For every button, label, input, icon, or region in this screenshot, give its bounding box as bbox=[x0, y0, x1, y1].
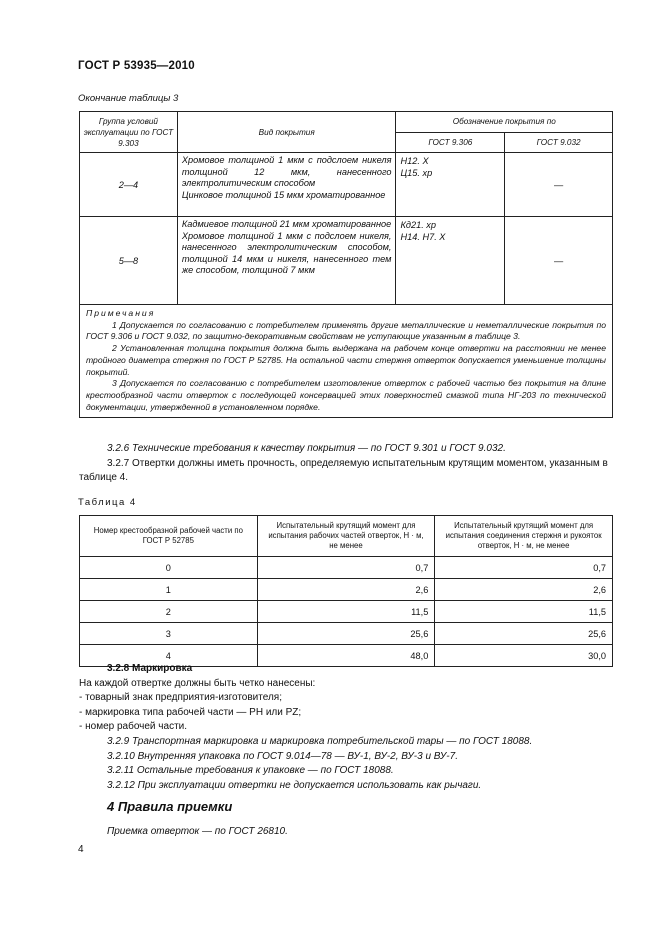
table4-cell-joint-torque: 11,5 bbox=[435, 601, 613, 623]
table-row bbox=[80, 153, 613, 217]
table3-header-designation: Обозначение покрытия по bbox=[396, 112, 613, 133]
table4-cell-number: 2 bbox=[80, 601, 258, 623]
table3-header-gost9032: ГОСТ 9.032 bbox=[505, 132, 613, 153]
table3-caption: Окончание таблицы 3 bbox=[78, 93, 179, 104]
coating-code: Кд21. хр bbox=[400, 220, 437, 230]
coating-code: Н14. Н7. Х bbox=[400, 232, 446, 242]
table4-header-working-torque: Испытательный крутящий момент для испытания рабочих частей отверток, Н · м, не менее bbox=[257, 516, 435, 557]
table3-notes bbox=[80, 305, 613, 418]
coating-line: Хромовое толщиной 1 мкм с подслоем никеля, нанесенного электролитическим способом, толщиной 14 мкм и никеля, нанесенного тем же способом, толщиной 7 мкм bbox=[181, 230, 392, 275]
coating-line: Кадмиевое толщиной 21 мкм хроматированное bbox=[181, 219, 392, 229]
marking-item: - товарный знак предприятия-изготовителя; bbox=[79, 692, 282, 704]
table4-header-number: Номер крестообразной рабочей части по ГОСТ Р 52785 bbox=[80, 516, 258, 557]
paragraph-3-2-10 bbox=[79, 750, 613, 765]
paragraph-text: 3.2.11 Остальные требования к упаковке — по ГОСТ 18088. bbox=[107, 765, 394, 777]
paragraph-3-2-11 bbox=[79, 764, 613, 779]
paragraph-3-2-9 bbox=[79, 735, 613, 750]
table4 bbox=[79, 515, 613, 667]
paragraph-3-2-7: 3.2.7 Отвертки должны иметь прочность, определяемую испытательным крутящим моментом, указанным в таблице 4. bbox=[79, 458, 608, 483]
table4-cell-working-torque: 25,6 bbox=[257, 623, 435, 645]
table4-cell-number: 1 bbox=[80, 579, 258, 601]
table-row bbox=[80, 579, 613, 601]
notes-title: Примечания bbox=[86, 308, 156, 318]
marking-item: - номер рабочей части. bbox=[79, 721, 188, 733]
note-3: 3 Допускается по согласованию с потребителем изготовление отверток с рабочей частью без покрытия на длине крестообразной части отверток с последующей консервацией этих поверхностей смазкой типа НГ-203 по технической документации, утвержденной в установленном порядке. bbox=[86, 378, 606, 412]
table3 bbox=[79, 111, 613, 418]
table3-cell-gost9306 bbox=[396, 217, 505, 305]
paragraph-text: 3.2.12 При эксплуатации отвертки не допускается использовать как рычаги. bbox=[107, 779, 482, 791]
table3-header-gost9306: ГОСТ 9.306 bbox=[396, 132, 505, 153]
table4-caption: Таблица 4 bbox=[78, 497, 137, 508]
section-4-text: Приемка отверток — по ГОСТ 26810. bbox=[107, 826, 288, 837]
table4-cell-joint-torque: 25,6 bbox=[435, 623, 613, 645]
table4-cell-number: 3 bbox=[80, 623, 258, 645]
table-row bbox=[80, 217, 613, 305]
table3-cell-gost9032: — bbox=[505, 217, 613, 305]
table-row bbox=[80, 601, 613, 623]
document-header: ГОСТ Р 53935—2010 bbox=[78, 60, 195, 72]
marking-section bbox=[79, 662, 613, 793]
table3-cell-kind bbox=[177, 153, 396, 217]
paragraph-3-2-12 bbox=[79, 779, 613, 794]
table4-cell-number: 4 bbox=[80, 645, 258, 667]
table4-cell-number: 0 bbox=[80, 557, 258, 579]
note-2: 2 Установленная толщина покрытия должна быть выдержана на рабочем конце отвертки на расстоянии не менее тройного диаметра стержня по ГОСТ Р 52785. На остальной части стержня отверток допускается уменьшение толщины покрытий. bbox=[86, 343, 606, 377]
table3-header-group: Группа условий эксплуатации по ГОСТ 9.303 bbox=[80, 112, 178, 153]
coating-code: Н12. Х bbox=[400, 156, 429, 166]
marking-item: - маркировка типа рабочей части — PH или PZ; bbox=[79, 706, 302, 718]
table4-cell-joint-torque: 0,7 bbox=[435, 557, 613, 579]
table3-header-kind: Вид покрытия bbox=[177, 112, 396, 153]
coating-code: Ц15. хр bbox=[400, 168, 433, 178]
table4-cell-joint-torque: 2,6 bbox=[435, 579, 613, 601]
marking-title: 3.2.8 Маркировка bbox=[107, 663, 193, 674]
marking-intro: На каждой отвертке должны быть четко нанесены: bbox=[79, 677, 316, 689]
table3-cell-gost9306 bbox=[396, 153, 505, 217]
table4-cell-working-torque: 11,5 bbox=[257, 601, 435, 623]
table4-cell-working-torque: 0,7 bbox=[257, 557, 435, 579]
table-row bbox=[80, 557, 613, 579]
paragraph-text: 3.2.9 Транспортная маркировка и маркировка потребительской тары — по ГОСТ 18088. bbox=[107, 735, 533, 747]
paragraph-text: 3.2.6 Технические требования к качеству покрытия — по ГОСТ 9.301 и ГОСТ 9.032. bbox=[107, 443, 506, 454]
table3-cell-group: 2—4 bbox=[80, 153, 178, 217]
table4-cell-joint-torque: 30,0 bbox=[435, 645, 613, 667]
table3-cell-kind bbox=[177, 217, 396, 305]
section-4-title: 4 Правила приемки bbox=[107, 799, 233, 814]
table3-cell-gost9032: — bbox=[505, 153, 613, 217]
table4-cell-working-torque: 2,6 bbox=[257, 579, 435, 601]
note-1: 1 Допускается по согласованию с потребителем применять другие металлические и неметаллические покрытия по ГОСТ 9.306 и ГОСТ 9.032, по защитно-декоративным свойствам не уступающие указанным в таблице 3. bbox=[86, 319, 606, 342]
coating-line: Цинковое толщиной 15 мкм хроматированное bbox=[181, 189, 386, 200]
paragraph-text: 3.2.10 Внутренняя упаковка по ГОСТ 9.014—78 — ВУ-1, ВУ-2, ВУ-3 и ВУ-7. bbox=[107, 750, 458, 762]
table4-header-joint-torque: Испытательный крутящий момент для испытания соединения стержня и рукояток отверток, Н · м, не менее bbox=[435, 516, 613, 557]
coating-line: Хромовое толщиной 1 мкм с подслоем никеля толщиной 12 мкм, нанесенного электролитическим способом bbox=[181, 155, 392, 188]
table-row bbox=[80, 623, 613, 645]
table4-cell-working-torque: 48,0 bbox=[257, 645, 435, 667]
table3-cell-group: 5—8 bbox=[80, 217, 178, 305]
paragraph-3-2-6 bbox=[79, 442, 613, 456]
page-number: 4 bbox=[78, 844, 84, 855]
